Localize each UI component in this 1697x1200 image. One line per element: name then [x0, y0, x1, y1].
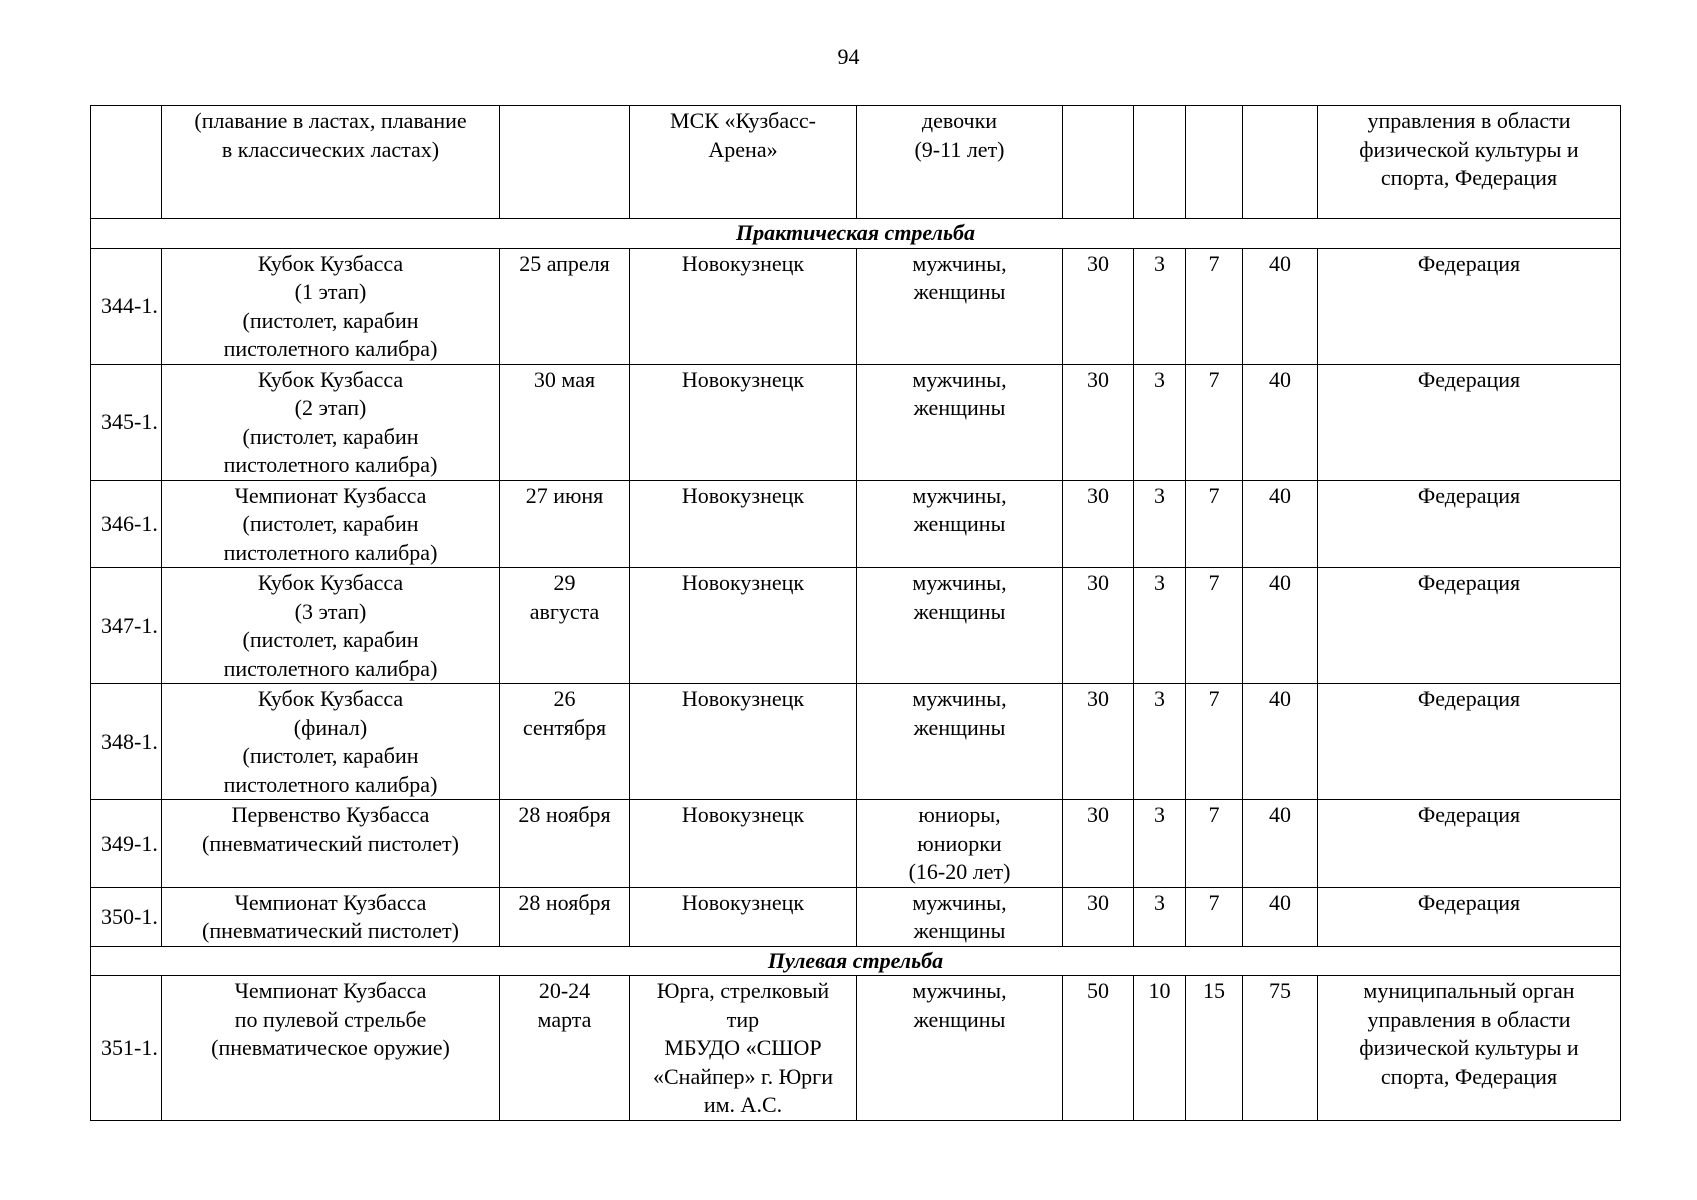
count-cell: 10	[1134, 976, 1186, 1121]
row-number: 349-1.	[91, 800, 162, 888]
event-name: Кубок Кузбасса (2 этап) (пистолет, карабин пистолетного калибра)	[162, 364, 500, 480]
count-cell	[1243, 106, 1318, 219]
event-date: 30 мая	[500, 364, 630, 480]
page-number: 94	[837, 44, 860, 69]
event-place: МСК «Кузбасс- Арена»	[630, 106, 857, 219]
count-cell: 3	[1134, 887, 1186, 946]
event-participants: мужчины, женщины	[857, 364, 1063, 480]
event-date: 28 ноября	[500, 800, 630, 888]
row-number	[91, 106, 162, 219]
event-date: 29 августа	[500, 568, 630, 684]
section-header-row	[91, 946, 1621, 976]
event-participants: мужчины, женщины	[857, 684, 1063, 800]
event-participants: мужчины, женщины	[857, 480, 1063, 568]
count-cell: 3	[1134, 480, 1186, 568]
event-date: 26 сентября	[500, 684, 630, 800]
event-place: Новокузнецк	[630, 684, 857, 800]
event-organizer: управления в области физической культуры и спорта, Федерация	[1318, 106, 1621, 219]
event-participants: мужчины, женщины	[857, 248, 1063, 364]
count-cell	[1134, 106, 1186, 219]
event-organizer: муниципальный орган управления в области физической культуры и спорта, Федерация	[1318, 976, 1621, 1121]
count-cell	[1186, 106, 1243, 219]
table-row	[91, 800, 1621, 888]
event-place: Юрга, стрелковый тир МБУДО «СШОР «Снайпер» г. Юрги им. А.С.	[630, 976, 857, 1121]
table-row	[91, 684, 1621, 800]
count-cell: 30	[1063, 568, 1134, 684]
row-number: 350-1.	[91, 887, 162, 946]
event-place: Новокузнецк	[630, 800, 857, 888]
count-cell: 7	[1186, 364, 1243, 480]
event-participants: мужчины, женщины	[857, 568, 1063, 684]
count-cell: 7	[1186, 480, 1243, 568]
count-cell: 30	[1063, 364, 1134, 480]
count-cell: 30	[1063, 684, 1134, 800]
event-name: Чемпионат Кузбасса по пулевой стрельбе (пневматическое оружие)	[162, 976, 500, 1121]
event-participants: юниоры, юниорки (16-20 лет)	[857, 800, 1063, 888]
table-row	[91, 887, 1621, 946]
event-organizer: Федерация	[1318, 684, 1621, 800]
count-cell: 7	[1186, 248, 1243, 364]
count-cell: 40	[1243, 800, 1318, 888]
row-number: 344-1.	[91, 248, 162, 364]
count-cell: 7	[1186, 684, 1243, 800]
event-organizer: Федерация	[1318, 480, 1621, 568]
event-name: Кубок Кузбасса (3 этап) (пистолет, карабин пистолетного калибра)	[162, 568, 500, 684]
event-participants: девочки (9-11 лет)	[857, 106, 1063, 219]
event-place: Новокузнецк	[630, 568, 857, 684]
count-cell: 40	[1243, 568, 1318, 684]
table-row	[91, 568, 1621, 684]
event-name: Чемпионат Кузбасса (пистолет, карабин пистолетного калибра)	[162, 480, 500, 568]
count-cell: 3	[1134, 568, 1186, 684]
count-cell: 40	[1243, 480, 1318, 568]
row-number: 346-1.	[91, 480, 162, 568]
count-cell: 30	[1063, 800, 1134, 888]
event-name: Кубок Кузбасса (1 этап) (пистолет, карабин пистолетного калибра)	[162, 248, 500, 364]
count-cell: 50	[1063, 976, 1134, 1121]
count-cell: 40	[1243, 248, 1318, 364]
count-cell: 3	[1134, 364, 1186, 480]
event-participants: мужчины, женщины	[857, 976, 1063, 1121]
event-organizer: Федерация	[1318, 800, 1621, 888]
count-cell: 7	[1186, 568, 1243, 684]
event-date: 28 ноября	[500, 887, 630, 946]
row-number: 347-1.	[91, 568, 162, 684]
table-row	[91, 976, 1621, 1121]
event-name: Кубок Кузбасса (финал) (пистолет, карабин пистолетного калибра)	[162, 684, 500, 800]
event-date: 27 июня	[500, 480, 630, 568]
count-cell: 3	[1134, 684, 1186, 800]
count-cell: 40	[1243, 887, 1318, 946]
table-row	[91, 364, 1621, 480]
section-title: Практическая стрельба	[91, 219, 1621, 249]
row-number: 348-1.	[91, 684, 162, 800]
section-header-row	[91, 219, 1621, 249]
event-organizer: Федерация	[1318, 364, 1621, 480]
count-cell: 3	[1134, 800, 1186, 888]
event-name: (плавание в ластах, плавание в классических ластах)	[162, 106, 500, 219]
event-place: Новокузнецк	[630, 248, 857, 364]
row-number: 351-1.	[91, 976, 162, 1121]
event-date	[500, 106, 630, 219]
section-title: Пулевая стрельба	[91, 946, 1621, 976]
competition-schedule-table	[90, 105, 1621, 1121]
event-organizer: Федерация	[1318, 248, 1621, 364]
event-date: 20-24 марта	[500, 976, 630, 1121]
count-cell: 7	[1186, 887, 1243, 946]
row-number: 345-1.	[91, 364, 162, 480]
event-participants: мужчины, женщины	[857, 887, 1063, 946]
event-date: 25 апреля	[500, 248, 630, 364]
count-cell: 40	[1243, 684, 1318, 800]
count-cell: 40	[1243, 364, 1318, 480]
event-place: Новокузнецк	[630, 480, 857, 568]
count-cell: 3	[1134, 248, 1186, 364]
event-organizer: Федерация	[1318, 887, 1621, 946]
event-name: Чемпионат Кузбасса (пневматический пистолет)	[162, 887, 500, 946]
count-cell: 30	[1063, 480, 1134, 568]
table-row	[91, 480, 1621, 568]
count-cell	[1063, 106, 1134, 219]
event-place: Новокузнецк	[630, 887, 857, 946]
count-cell: 7	[1186, 800, 1243, 888]
event-organizer: Федерация	[1318, 568, 1621, 684]
count-cell: 75	[1243, 976, 1318, 1121]
event-name: Первенство Кузбасса (пневматический пистолет)	[162, 800, 500, 888]
table-row	[91, 106, 1621, 219]
table-row	[91, 248, 1621, 364]
count-cell: 30	[1063, 887, 1134, 946]
count-cell: 15	[1186, 976, 1243, 1121]
count-cell: 30	[1063, 248, 1134, 364]
event-place: Новокузнецк	[630, 364, 857, 480]
